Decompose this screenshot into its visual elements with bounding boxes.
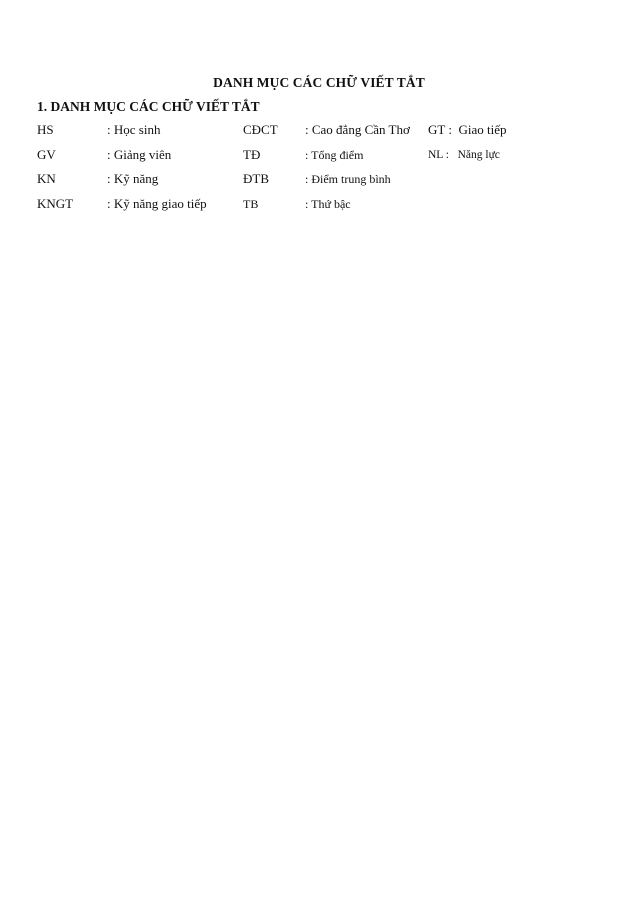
abbreviation-meaning: : Kỹ năng giao tiếp	[107, 195, 207, 211]
abbreviation-row	[37, 118, 617, 143]
abbreviation: GV	[37, 146, 56, 162]
abbreviation-row	[37, 167, 617, 192]
abbreviation-meaning: : Giảng viên	[107, 146, 172, 162]
abbreviation-meaning: : Điểm trung bình	[305, 172, 391, 186]
abbreviation-meaning: : Cao đẳng Cần Thơ	[305, 122, 410, 137]
abbreviation: ĐTB	[243, 171, 269, 186]
abbreviation: KNGT	[37, 195, 74, 211]
abbreviation-table	[37, 118, 617, 216]
abbreviation: KN	[37, 171, 56, 186]
section-heading: 1. DANH MỤC CÁC CHỮ VIẾT TẮT	[37, 99, 260, 114]
page-title: DANH MỤC CÁC CHỮ VIẾT TẮT	[213, 75, 425, 90]
abbreviation-meaning: : Tổng điểm	[305, 147, 364, 162]
abbreviation-meaning: : Kỹ năng	[107, 171, 159, 186]
abbreviation-row	[37, 192, 617, 217]
abbreviation: TĐ	[243, 146, 261, 162]
abbreviation-row	[37, 143, 617, 168]
abbreviation: CĐCT	[243, 122, 278, 137]
abbreviation-meaning: : Thứ bậc	[305, 196, 351, 211]
abbreviation-meaning: : Học sinh	[107, 122, 161, 137]
abbreviation-extra: GT : Giao tiếp	[428, 122, 507, 137]
abbreviation: TB	[243, 196, 259, 211]
abbreviation: HS	[37, 122, 54, 137]
abbreviation-extra: NL : Năng lực	[428, 148, 500, 161]
